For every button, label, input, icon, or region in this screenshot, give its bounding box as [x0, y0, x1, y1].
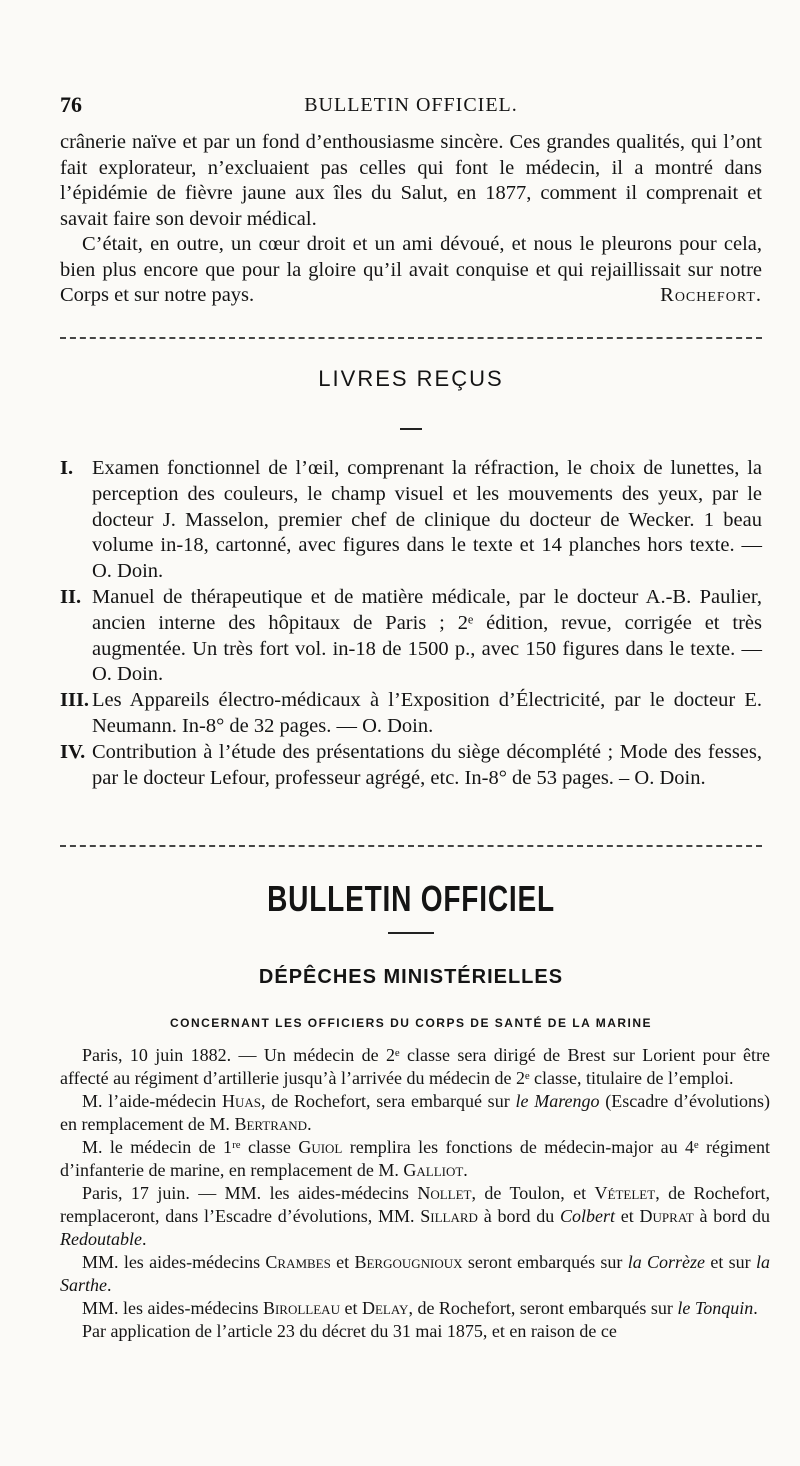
ship-name: la Sarthe: [60, 1252, 770, 1295]
person-name: Delay: [361, 1298, 409, 1318]
section-divider: [60, 337, 762, 339]
section-divider: [60, 845, 762, 847]
text-run: .: [141, 1229, 147, 1249]
text-run: et: [339, 1298, 362, 1318]
person-name: Nollet: [417, 1183, 472, 1203]
ship-name: Redoutable: [60, 1229, 142, 1249]
books-section-title: LIVRES REÇUS: [318, 366, 504, 391]
list-item: [60, 688, 762, 740]
dispatch-paragraph: [60, 1297, 770, 1320]
text-run: MM. les aides-médecins: [82, 1298, 263, 1318]
book-entry: Manuel de thérapeutique et de matière médicale, par le docteur A.-B. Paulier, ancien interne des hôpitaux de Paris ; 2ᵉ édition, revue, corrigée et très augmentée. Un très fort vol. in-18 de 1500 p., avec 150 figures dans le texte. — O. Doin.: [92, 585, 762, 686]
dispatch-paragraph: Par application de l’article 23 du décret du 31 mai 1875, et en raison de ce: [82, 1321, 617, 1341]
title-rule: [388, 932, 434, 934]
person-name: Bergougnioux: [354, 1252, 463, 1272]
text-run: remplira les fonctions de médecin-major au 4ᵉ régiment d’infanterie de marine, en remplacement de M.: [60, 1137, 770, 1180]
page-header: [60, 92, 762, 126]
text-run: .: [753, 1298, 758, 1318]
text-run: .: [107, 1275, 112, 1295]
person-name: Crambes: [265, 1252, 331, 1272]
text-run: , de Rochefort, seront embarqués sur: [408, 1298, 678, 1318]
intro-paragraph-2: [60, 232, 762, 309]
book-entry: Examen fonctionnel de l’œil, comprenant la réfraction, le choix de lunettes, la perception des couleurs, le champ visuel et les mouvements des yeux, par le docteur J. Masselon, premier chef de clinique du docteur de Wecker. 1 beau volume in-18, cartonné, avec figures dans le texte et 14 planches hors texte. — O. Doin.: [92, 457, 762, 583]
book-number: III.: [60, 689, 90, 712]
text-run: , de Rochefort, remplaceront, dans l’Escadre d’évolutions, MM.: [60, 1183, 770, 1226]
bulletin-title: BULLETIN OFFICIEL: [267, 878, 555, 919]
intro-paragraph-2-text: C’était, en outre, un cœur droit et un ami dévoué, et nous le pleurons pour cela, bien plus encore que pour la gloire qu’il avait conquise et qui rejaillissait sur notre Corps et sur notre pays.: [60, 233, 762, 306]
text-run: .: [307, 1114, 312, 1134]
book-number: I.: [60, 457, 74, 479]
intro-text: [60, 130, 762, 309]
text-run: et sur: [705, 1252, 756, 1272]
books-list: [60, 456, 762, 791]
dispatch-paragraph: [60, 1090, 770, 1136]
list-item: [60, 585, 762, 688]
person-name: Huas: [221, 1091, 261, 1111]
dispatch-paragraph: [60, 1251, 770, 1297]
text-run: .: [463, 1160, 468, 1180]
text-run: et: [615, 1206, 640, 1226]
list-item: [60, 456, 762, 585]
list-item: [60, 740, 762, 792]
text-run: M. l’aide-médecin: [82, 1091, 222, 1111]
dispatches-text: [60, 1044, 770, 1343]
text-run: à bord du: [693, 1206, 771, 1226]
book-number: IV.: [60, 740, 86, 763]
text-run: , de Toulon, et: [471, 1183, 595, 1203]
dispatches-subtitle: CONCERNANT LES OFFICIERS DU CORPS DE SANTÉ DE LA MARINE: [169, 1016, 653, 1030]
ship-name: la Corrèze: [627, 1252, 706, 1272]
text-run: seront embarqués sur: [462, 1252, 628, 1272]
person-name: Duprat: [639, 1206, 694, 1226]
ship-name: le Tonquin: [677, 1298, 754, 1318]
ship-name: le Marengo: [515, 1091, 600, 1111]
text-run: , de Rochefort, sera embarqué sur: [260, 1091, 516, 1111]
text-run: MM. les aides-médecins: [82, 1252, 266, 1272]
dispatch-paragraph: [60, 1182, 770, 1251]
person-name: Galliot: [403, 1160, 464, 1180]
dispatch-paragraph: [60, 1136, 770, 1182]
person-name: Vételet: [594, 1183, 656, 1203]
text-run: (Escadre d’évolutions) en remplacement de M.: [60, 1091, 770, 1134]
person-name: Bertrand: [234, 1114, 308, 1134]
book-entry: Contribution à l’étude des présentations du siège décomplété ; Mode des fesses, par le docteur Lefour, professeur agrégé, etc. In-8° de 53 pages. – O. Doin.: [92, 740, 762, 789]
intro-paragraph-1: crânerie naïve et par un fond d’enthousiasme sincère. Ces grandes qualités, qui l’ont fait explorateur, n’excluaient pas celles qui font le médecin, il a montré dans l’épidémie de fièvre jaune aux îles du Salut, en 1877, comment il comprenait et savait faire son devoir médical.: [60, 131, 762, 230]
person-name: Sillard: [420, 1206, 478, 1226]
dispatch-paragraph: Paris, 10 juin 1882. — Un médecin de 2ᵉ classe sera dirigé de Brest sur Lorient pour être affecté au régiment d’artillerie jusqu’à l’arrivée du médecin de 2ᵉ classe, titulaire de l’emploi.: [60, 1045, 770, 1088]
person-name: Birolleau: [262, 1298, 340, 1318]
text-run: Paris, 17 juin. — MM. les aides-médecins: [82, 1183, 418, 1203]
book-number: II.: [60, 585, 82, 608]
signature: Rochefort.: [660, 284, 762, 306]
text-run: et: [330, 1252, 355, 1272]
text-run: à bord du: [477, 1206, 560, 1226]
ship-name: Colbert: [559, 1206, 615, 1226]
page-number: 76: [60, 92, 82, 117]
text-run: M. le médecin de 1ʳᵉ classe: [82, 1137, 299, 1157]
book-entry: Les Appareils électro-médicaux à l’Exposition d’Électricité, par le docteur E. Neumann. In-8° de 32 pages. — O. Doin.: [92, 689, 762, 737]
dispatches-title: DÉPÊCHES MINISTÉRIELLES: [258, 966, 564, 988]
running-head: BULLETIN OFFICIEL.: [304, 94, 518, 116]
person-name: Guiol: [298, 1137, 343, 1157]
title-rule: [400, 428, 422, 430]
